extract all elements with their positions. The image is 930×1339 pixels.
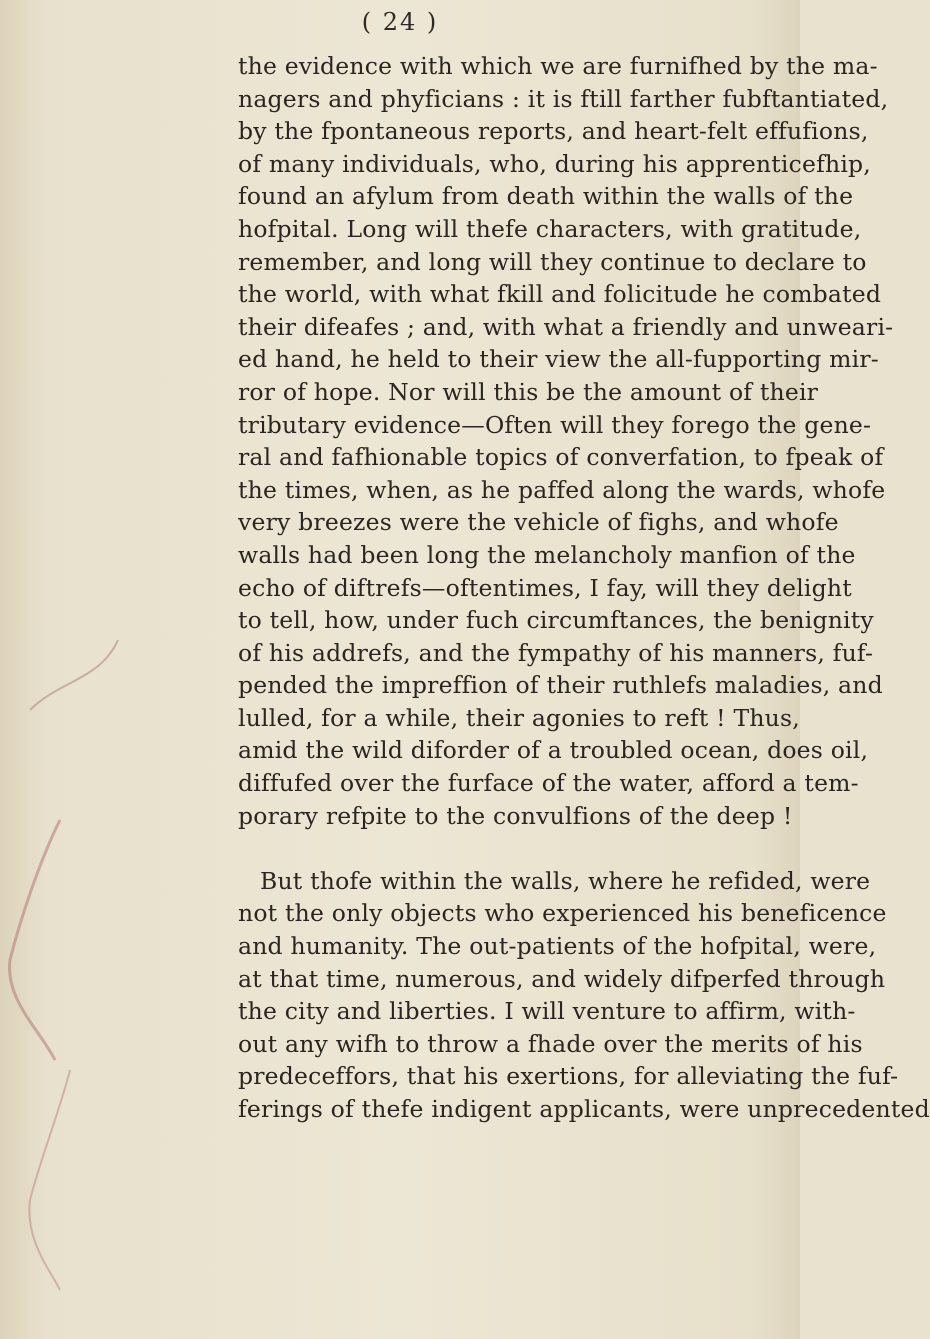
- text-line: to tell, how, under fuch circumftances, the benignity: [238, 606, 874, 635]
- text-line: nagers and phyficians : it is ftill farther fubftantiated,: [238, 84, 889, 113]
- text-line: lulled, for a while, their agonies to reft ! Thus,: [238, 703, 800, 732]
- page-number: ( 24 ): [361, 8, 439, 36]
- text-line: amid the wild diforder of a troubled ocean, does oil,: [238, 736, 869, 765]
- text-line: and humanity. The out-patients of the hofpital, were,: [238, 932, 877, 961]
- text-line: diffufed over the furface of the water, afford a tem-: [238, 769, 859, 798]
- text-line: their difeafes ; and, with what a friendly and unweari-: [238, 312, 894, 341]
- text-line: the times, when, as he paffed along the wards, whofe: [238, 475, 886, 504]
- text-line: the city and liberties. I will venture to affirm, with-: [238, 997, 856, 1026]
- text-line: walls had been long the melancholy manfion of the: [238, 540, 856, 569]
- text-line: of many individuals, who, during his apprenticefhip,: [238, 149, 871, 178]
- text-line: hofpital. Long will thefe characters, with gratitude,: [238, 214, 862, 243]
- text-line: out any wifh to throw a fhade over the merits of his: [238, 1029, 863, 1058]
- text-line: pended the impreffion of their ruthlefs maladies, and: [238, 671, 883, 700]
- paragraph-gap: [238, 832, 798, 865]
- text-line: echo of diftrefs—oftentimes, I fay, will they delight: [238, 573, 852, 602]
- text-line: the world, with what fkill and folicitude he combated: [238, 280, 882, 309]
- text-line: by the fpontaneous reports, and heart-felt effufions,: [238, 117, 869, 146]
- text-line: found an afylum from death within the walls of the: [238, 182, 854, 211]
- body-text: [238, 50, 930, 1126]
- margin-ink-stain: [0, 640, 140, 1300]
- text-line: ror of hope. Nor will this be the amount of their: [238, 377, 819, 406]
- text-line: ed hand, he held to their view the all-fupporting mir-: [238, 345, 879, 374]
- text-line: at that time, numerous, and widely difperfed through: [238, 964, 886, 993]
- text-line: But thofe within the walls, where he refided, were: [260, 866, 871, 895]
- text-line: predeceffors, that his exertions, for alleviating the fuf-: [238, 1062, 899, 1091]
- text-line: very breezes were the vehicle of fighs, and whofe: [238, 508, 839, 537]
- text-line: the evidence with which we are furnifhed by the ma-: [238, 52, 878, 80]
- text-line: tributary evidence—Often will they forego the gene-: [238, 410, 872, 439]
- text-line: not the only objects who experienced his beneficence: [238, 899, 887, 928]
- text-line: ral and fafhionable topics of converfation, to fpeak of: [238, 443, 884, 472]
- text-line: remember, and long will they continue to declare to: [238, 247, 867, 276]
- text-line: ferings of thefe indigent applicants, were unprecedented: [238, 1095, 930, 1123]
- text-line: porary refpite to the convulfions of the deep !: [238, 801, 793, 830]
- text-line: of his addrefs, and the fympathy of his manners, fuf-: [238, 638, 874, 667]
